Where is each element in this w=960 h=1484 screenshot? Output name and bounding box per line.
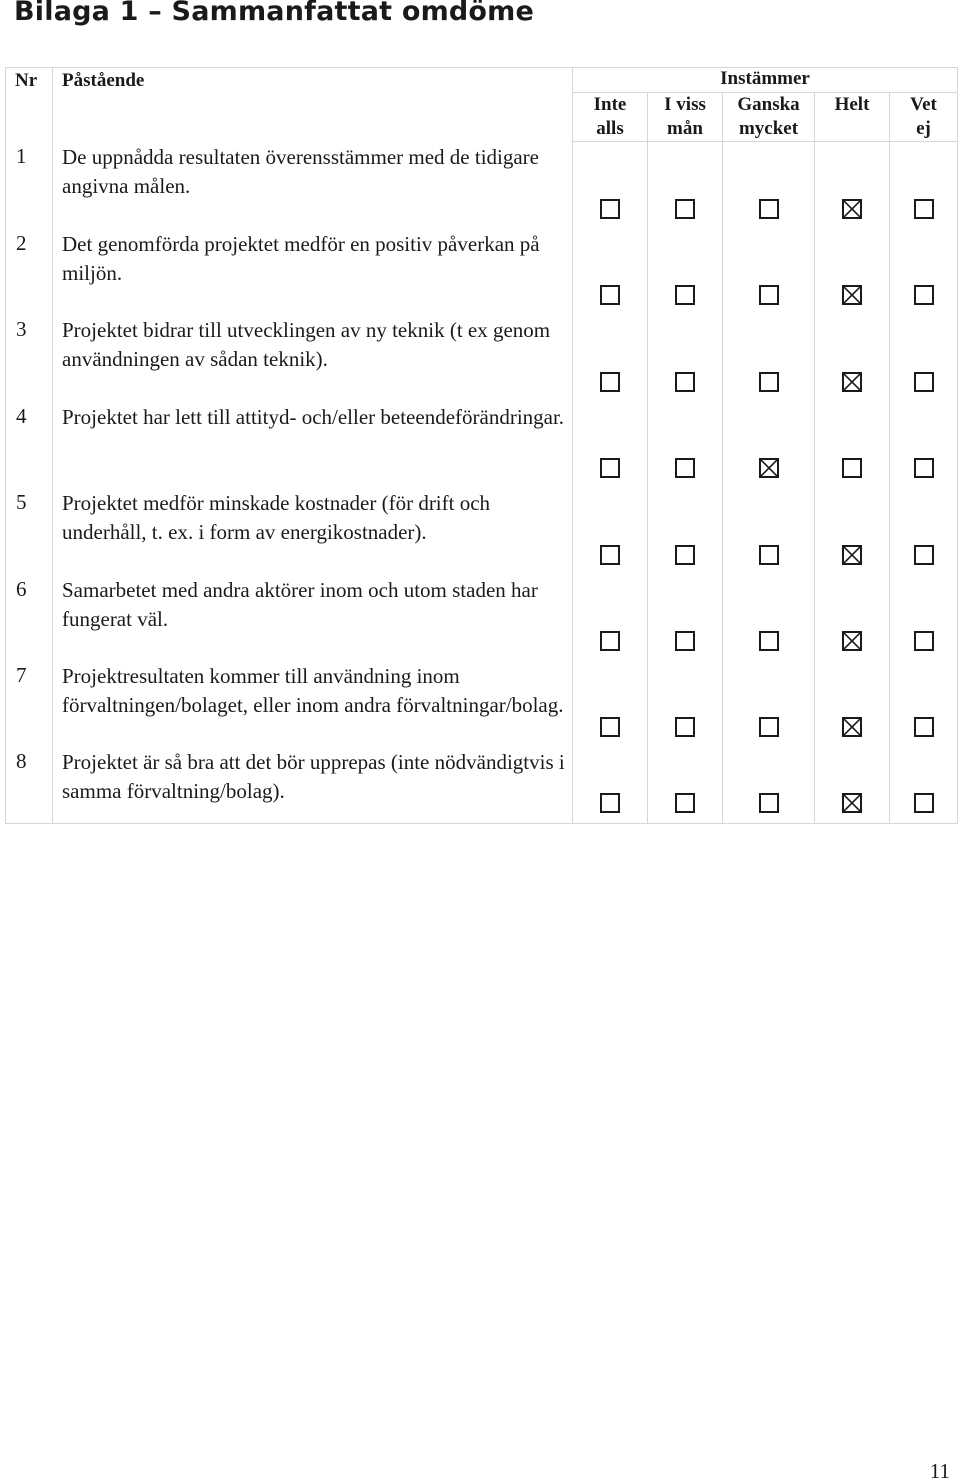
row-statement: De uppnådda resultaten överensstämmer med de tidigare angivna målen. [53, 142, 573, 229]
table-row [6, 661, 958, 747]
checked-checkbox[interactable] [842, 717, 862, 737]
answer-cell-fairly [723, 488, 815, 575]
table-row [6, 747, 958, 824]
checkbox[interactable] [914, 631, 934, 651]
checkbox[interactable] [600, 372, 620, 392]
answer-cell-fully [815, 402, 890, 488]
checkbox[interactable] [600, 545, 620, 565]
cross-icon [844, 374, 860, 390]
row-number: 4 [6, 402, 53, 488]
table-row [6, 315, 958, 402]
answer-cell-somewhat [648, 488, 723, 575]
checkbox[interactable] [600, 285, 620, 305]
checkbox[interactable] [759, 199, 779, 219]
checkbox[interactable] [675, 545, 695, 565]
header-col-fairly: Ganska mycket [723, 93, 815, 142]
answer-cell-fully [815, 747, 890, 824]
checkbox[interactable] [675, 793, 695, 813]
row-statement: Projektet är så bra att det bör upprepas (inte nödvändigtvis i samma förvaltning/bolag). [53, 747, 573, 824]
checked-checkbox[interactable] [842, 631, 862, 651]
answer-cell-not-at-all [573, 402, 648, 488]
cross-icon [844, 547, 860, 563]
answer-cell-dont-know [890, 142, 958, 229]
checkbox[interactable] [675, 199, 695, 219]
row-number: 8 [6, 747, 53, 824]
row-statement: Det genomförda projektet medför en positiv påverkan på miljön. [53, 229, 573, 315]
checkbox[interactable] [914, 793, 934, 813]
answer-cell-not-at-all [573, 229, 648, 315]
answer-cell-fully [815, 661, 890, 747]
table-row [6, 402, 958, 488]
row-statement: Projektresultaten kommer till användning inom förvaltningen/bolaget, eller inom andra förvaltningar/bolag. [53, 661, 573, 747]
checked-checkbox[interactable] [759, 458, 779, 478]
answer-cell-not-at-all [573, 575, 648, 661]
answer-cell-dont-know [890, 747, 958, 824]
row-number: 1 [6, 142, 53, 229]
table-row [6, 575, 958, 661]
answer-cell-not-at-all [573, 315, 648, 402]
checkbox[interactable] [600, 793, 620, 813]
checkbox[interactable] [914, 717, 934, 737]
header-col-not-at-all: Inte alls [573, 93, 648, 142]
answer-cell-somewhat [648, 747, 723, 824]
row-statement: Projektet medför minskade kostnader (för drift och underhåll, t. ex. i form av energikostnader). [53, 488, 573, 575]
checkbox[interactable] [914, 285, 934, 305]
answer-cell-dont-know [890, 575, 958, 661]
row-number: 7 [6, 661, 53, 747]
checkbox[interactable] [842, 458, 862, 478]
answer-cell-dont-know [890, 661, 958, 747]
checkbox[interactable] [675, 458, 695, 478]
answer-cell-fairly [723, 575, 815, 661]
header-col-fully: Helt [815, 93, 890, 142]
cross-icon [761, 460, 777, 476]
checkbox[interactable] [675, 285, 695, 305]
answer-cell-somewhat [648, 315, 723, 402]
checkbox[interactable] [675, 717, 695, 737]
checkbox[interactable] [914, 545, 934, 565]
row-number: 6 [6, 575, 53, 661]
header-row-group [6, 68, 958, 93]
row-number: 3 [6, 315, 53, 402]
assessment-table [5, 67, 958, 824]
checked-checkbox[interactable] [842, 285, 862, 305]
header-nr: Nr [6, 68, 53, 142]
checkbox[interactable] [914, 199, 934, 219]
checkbox[interactable] [914, 458, 934, 478]
checkbox[interactable] [600, 631, 620, 651]
answer-cell-not-at-all [573, 142, 648, 229]
document-title: Bilaga 1 – Sammanfattat omdöme [14, 0, 535, 27]
checkbox[interactable] [759, 793, 779, 813]
answer-cell-fairly [723, 661, 815, 747]
answer-cell-somewhat [648, 402, 723, 488]
answer-cell-dont-know [890, 229, 958, 315]
row-number: 2 [6, 229, 53, 315]
header-agree-group: Instämmer [573, 68, 958, 93]
answer-cell-not-at-all [573, 661, 648, 747]
cross-icon [844, 287, 860, 303]
cross-icon [844, 719, 860, 735]
table-row [6, 142, 958, 229]
answer-cell-fully [815, 229, 890, 315]
checkbox[interactable] [759, 631, 779, 651]
cross-icon [844, 201, 860, 217]
row-number: 5 [6, 488, 53, 575]
checkbox[interactable] [600, 458, 620, 478]
answer-cell-dont-know [890, 488, 958, 575]
checkbox[interactable] [675, 631, 695, 651]
answer-cell-fairly [723, 402, 815, 488]
answer-cell-dont-know [890, 315, 958, 402]
answer-cell-fairly [723, 142, 815, 229]
answer-cell-not-at-all [573, 488, 648, 575]
checkbox[interactable] [914, 372, 934, 392]
cross-icon [844, 795, 860, 811]
table-row [6, 488, 958, 575]
checkbox[interactable] [759, 372, 779, 392]
table-row [6, 229, 958, 315]
answer-cell-dont-know [890, 402, 958, 488]
row-statement: Projektet har lett till attityd- och/eller beteendeförändringar. [53, 402, 573, 488]
checkbox[interactable] [675, 372, 695, 392]
checkbox[interactable] [759, 545, 779, 565]
answer-cell-fully [815, 142, 890, 229]
answer-cell-not-at-all [573, 747, 648, 824]
checked-checkbox[interactable] [842, 793, 862, 813]
answer-cell-fully [815, 488, 890, 575]
checkbox[interactable] [759, 285, 779, 305]
checked-checkbox[interactable] [842, 199, 862, 219]
header-col-somewhat: I viss mån [648, 93, 723, 142]
answer-cell-fully [815, 575, 890, 661]
checked-checkbox[interactable] [842, 545, 862, 565]
answer-cell-somewhat [648, 575, 723, 661]
answer-cell-fairly [723, 747, 815, 824]
header-col-dont-know: Vet ej [890, 93, 958, 142]
checkbox[interactable] [600, 199, 620, 219]
checkbox[interactable] [600, 717, 620, 737]
answer-cell-somewhat [648, 661, 723, 747]
checkbox[interactable] [759, 717, 779, 737]
row-statement: Samarbetet med andra aktörer inom och utom staden har fungerat väl. [53, 575, 573, 661]
answer-cell-fairly [723, 229, 815, 315]
checked-checkbox[interactable] [842, 372, 862, 392]
header-statement: Påstående [53, 68, 573, 142]
answer-cell-fully [815, 315, 890, 402]
page-number: 11 [929, 1459, 950, 1483]
cross-icon [844, 633, 860, 649]
answer-cell-somewhat [648, 142, 723, 229]
row-statement: Projektet bidrar till utvecklingen av ny teknik (t ex genom användningen av sådan teknik). [53, 315, 573, 402]
answer-cell-somewhat [648, 229, 723, 315]
answer-cell-fairly [723, 315, 815, 402]
